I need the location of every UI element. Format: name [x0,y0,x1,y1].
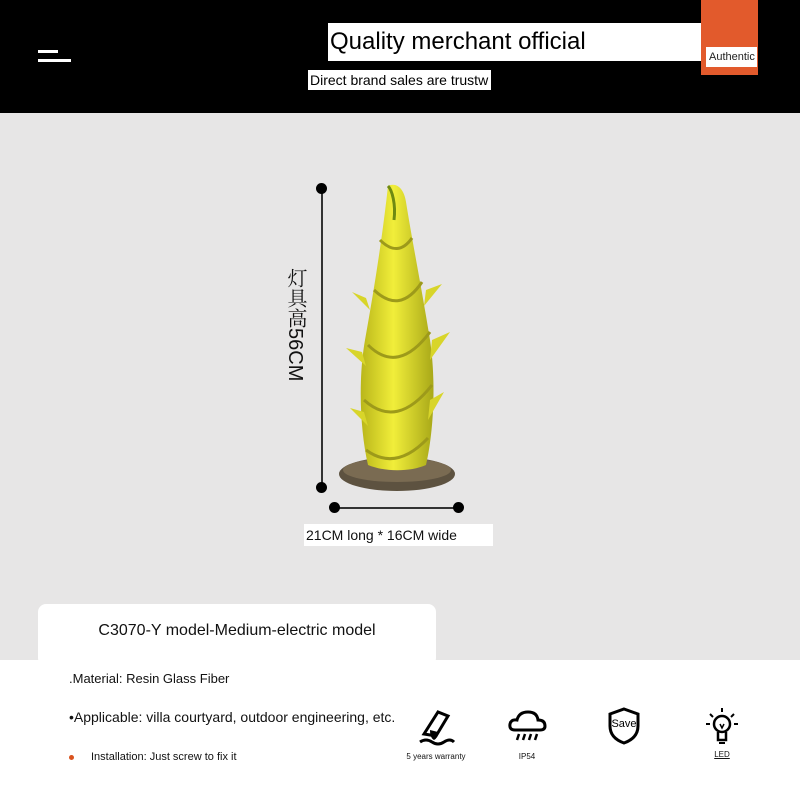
width-dimension-line [334,507,460,509]
warranty-icon [416,706,456,748]
led-label: LED [714,750,730,759]
dimension-dot [316,183,327,194]
feature-warranty [396,706,476,761]
bamboo-shoot-lamp-image [330,180,465,498]
menu-icon[interactable] [38,50,72,66]
height-label: 灯具高56CM [284,268,306,382]
ip54-label: IP54 [518,752,536,761]
applicable-spec: •Applicable: villa courtyard, outdoor engineering, etc. [69,709,396,725]
warranty-label: 5 years warranty [406,752,466,761]
size-label: 21CM long * 16CM wide [304,524,493,546]
model-name: C3070-Y model-Medium-electric model [98,622,376,639]
save-label: Save [611,718,637,730]
header-bar [0,0,800,113]
authentic-badge: Authentic [706,47,757,67]
feature-save [584,706,664,746]
material-spec: .Material: Resin Glass Fiber [69,671,230,686]
feature-ip54 [487,708,567,761]
bullet-dot [69,755,74,760]
height-dimension-line [321,188,323,488]
page-title: Quality merchant official [328,23,749,61]
dimension-dot [453,502,464,513]
led-bulb-icon [702,706,742,748]
rain-waterproof-icon [507,708,547,744]
feature-led [682,706,762,759]
installation-spec: Installation: Just screw to fix it [91,751,237,763]
page-subtitle: Direct brand sales are trustw [308,70,491,90]
dimension-dot [329,502,340,513]
dimension-dot [316,482,327,493]
